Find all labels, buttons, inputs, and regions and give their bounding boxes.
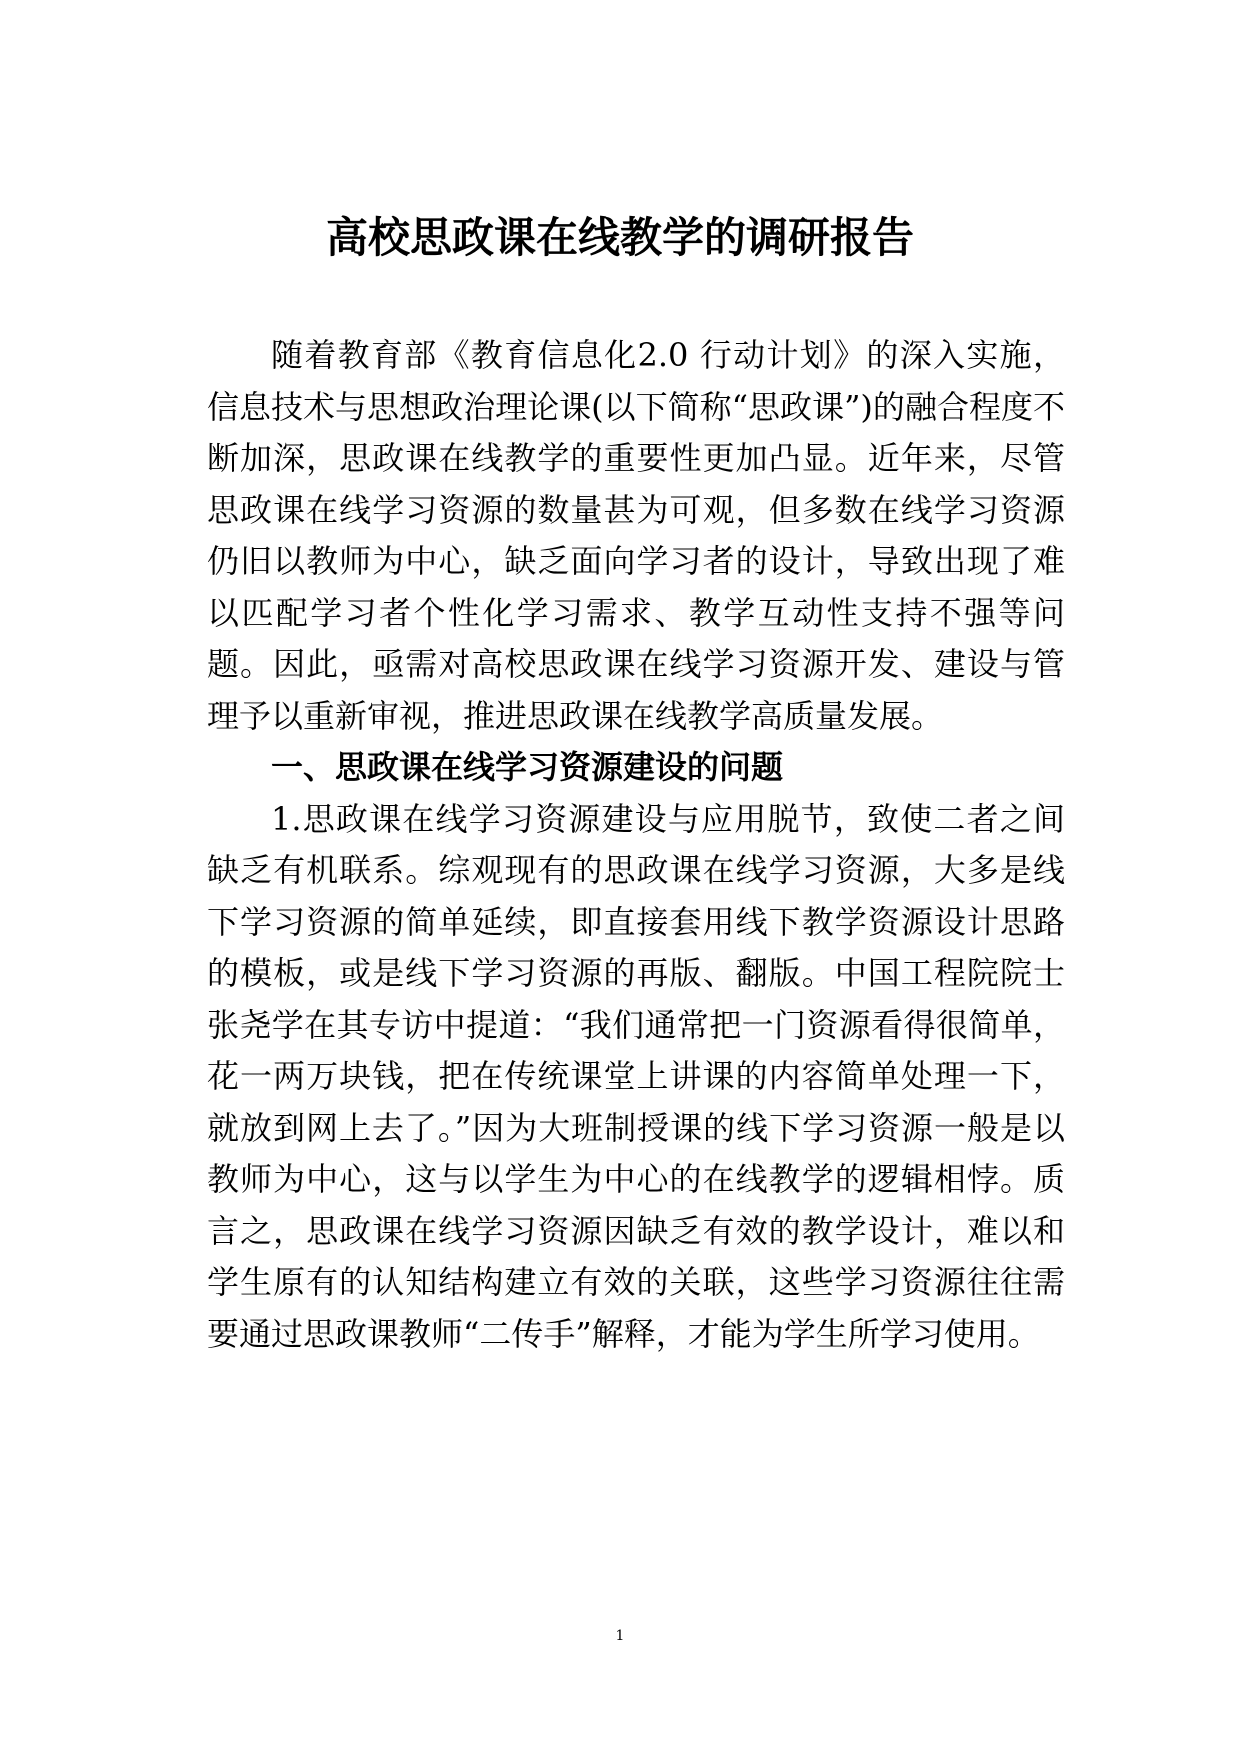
intro-paragraph: 随着教育部《教育信息化2.0 行动计划》的深入实施，信息技术与思想政治理论课(以下简称“思政课”)的融合程度不断加深，思政课在线教学的重要性更加凸显。近年来，尽管思政课在线学习资源的数量甚为可观，但多数在线学习资源仍旧以教师为中心，缺乏面向学习者的设计，导致出现了难以匹配学习者个性化学习需求、教学互动性支持不强等问题。因此，亟需对高校思政课在线学习资源开发、建设与管理予以重新审视，推进思政课在线教学高质量发展。: [207, 336, 1065, 735]
document-body: [207, 330, 1065, 1360]
page-number: 1: [615, 1628, 625, 1644]
section-paragraph: 1.思政课在线学习资源建设与应用脱节，致使二者之间缺乏有机联系。综观现有的思政课在线学习资源，大多是线下学习资源的简单延续，即直接套用线下教学资源设计思路的模板，或是线下学习资源的再版、翻版。中国工程院院士张尧学在其专访中提道：“我们通常把一门资源看得很简单，花一两万块钱，把在传统课堂上讲课的内容简单处理一下，就放到网上去了。”因为大班制授课的线下学习资源一般是以教师为中心，这与以学生为中心的在线教学的逻辑相悖。质言之，思政课在线学习资源因缺乏有效的教学设计，难以和学生原有的认知结构建立有效的关联，这些学习资源往往需要通过思政课教师“二传手”解释，才能为学生所学习使用。: [207, 799, 1065, 1353]
section-heading: 一、思政课在线学习资源建设的问题: [271, 748, 784, 786]
document-title: 高校思政课在线教学的调研报告: [325, 213, 914, 262]
